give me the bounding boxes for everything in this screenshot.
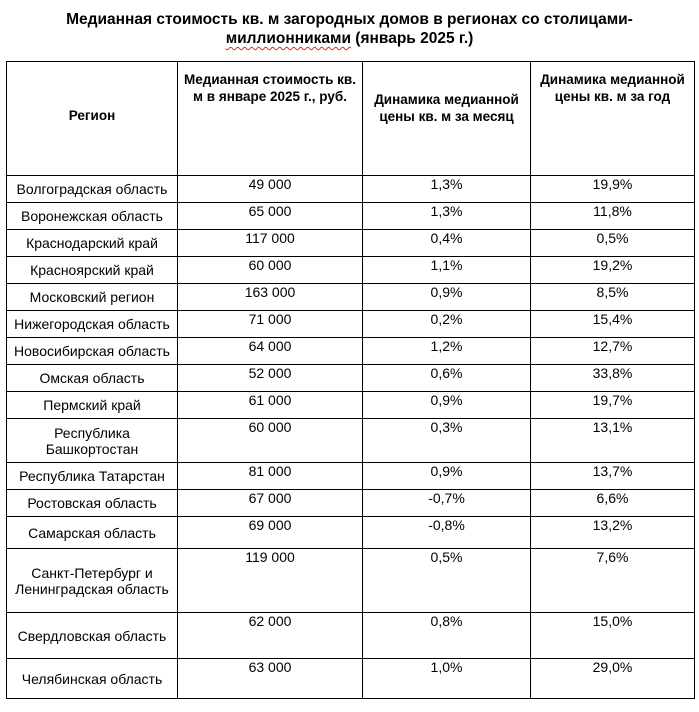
title-line-2 [0, 29, 699, 48]
cell-month-change: 0,2% [363, 311, 531, 338]
cell-price: 63 000 [178, 659, 363, 699]
cell-region: Краснодарский край [7, 230, 178, 257]
table-row [7, 419, 695, 463]
table-row [7, 257, 695, 284]
cell-year-change: 19,2% [531, 257, 695, 284]
table-row [7, 284, 695, 311]
cell-price: 49 000 [178, 176, 363, 203]
cell-month-change: 1,0% [363, 659, 531, 699]
cell-year-change: 13,1% [531, 419, 695, 463]
cell-price: 62 000 [178, 613, 363, 659]
cell-price: 61 000 [178, 392, 363, 419]
table-row [7, 549, 695, 613]
cell-month-change: 0,9% [363, 284, 531, 311]
cell-year-change: 12,7% [531, 338, 695, 365]
cell-month-change: 1,1% [363, 257, 531, 284]
table-row [7, 392, 695, 419]
cell-month-change: 0,4% [363, 230, 531, 257]
table-row [7, 176, 695, 203]
table-row [7, 230, 695, 257]
regions-price-table [6, 61, 695, 699]
cell-month-change: 1,3% [363, 203, 531, 230]
cell-region: Санкт-Петербург и Ленинградская область [7, 549, 178, 613]
cell-region: Волгоградская область [7, 176, 178, 203]
table-row [7, 463, 695, 490]
header-median-price: Медианная стоимость кв. м в январе 2025 г., руб. [178, 62, 363, 176]
cell-region: Нижегородская область [7, 311, 178, 338]
header-month-change: Динамика медианной цены кв. м за месяц [363, 62, 531, 176]
spellcheck-marked-word: миллионниками [225, 30, 351, 47]
table-row [7, 365, 695, 392]
header-year-change: Динамика медианной цены кв. м за год [531, 62, 695, 176]
cell-month-change: 1,2% [363, 338, 531, 365]
cell-month-change: 0,9% [363, 463, 531, 490]
cell-month-change: 1,3% [363, 176, 531, 203]
cell-year-change: 8,5% [531, 284, 695, 311]
table-row [7, 203, 695, 230]
cell-year-change: 19,7% [531, 392, 695, 419]
title-line-2-rest: (январь 2025 г.) [351, 30, 474, 47]
table-row [7, 311, 695, 338]
cell-month-change: 0,9% [363, 392, 531, 419]
cell-price: 67 000 [178, 490, 363, 517]
cell-year-change: 7,6% [531, 549, 695, 613]
cell-region: Новосибирская область [7, 338, 178, 365]
cell-region: Республика Башкортостан [7, 419, 178, 463]
cell-year-change: 19,9% [531, 176, 695, 203]
cell-year-change: 15,4% [531, 311, 695, 338]
cell-year-change: 13,7% [531, 463, 695, 490]
cell-price: 65 000 [178, 203, 363, 230]
cell-region: Республика Татарстан [7, 463, 178, 490]
page-title [0, 10, 699, 48]
cell-year-change: 13,2% [531, 517, 695, 549]
cell-region: Самарская область [7, 517, 178, 549]
cell-month-change: 0,8% [363, 613, 531, 659]
cell-price: 60 000 [178, 257, 363, 284]
table-row [7, 613, 695, 659]
cell-price: 119 000 [178, 549, 363, 613]
cell-price: 64 000 [178, 338, 363, 365]
cell-price: 81 000 [178, 463, 363, 490]
cell-region: Свердловская область [7, 613, 178, 659]
cell-region: Челябинская область [7, 659, 178, 699]
cell-price: 69 000 [178, 517, 363, 549]
cell-price: 163 000 [178, 284, 363, 311]
cell-year-change: 33,8% [531, 365, 695, 392]
cell-month-change: 0,5% [363, 549, 531, 613]
cell-price: 71 000 [178, 311, 363, 338]
cell-region: Омская область [7, 365, 178, 392]
cell-month-change: -0,7% [363, 490, 531, 517]
table-row [7, 490, 695, 517]
cell-price: 52 000 [178, 365, 363, 392]
cell-month-change: 0,6% [363, 365, 531, 392]
cell-year-change: 6,6% [531, 490, 695, 517]
cell-region: Ростовская область [7, 490, 178, 517]
table-row [7, 338, 695, 365]
cell-price: 117 000 [178, 230, 363, 257]
title-line-1: Медианная стоимость кв. м загородных домов в регионах со столицами- [66, 11, 633, 28]
table-row [7, 517, 695, 549]
header-region: Регион [7, 62, 178, 176]
cell-region: Пермский край [7, 392, 178, 419]
cell-year-change: 11,8% [531, 203, 695, 230]
table-body [7, 176, 695, 699]
cell-region: Воронежская область [7, 203, 178, 230]
table-row [7, 659, 695, 699]
cell-price: 60 000 [178, 419, 363, 463]
cell-year-change: 15,0% [531, 613, 695, 659]
cell-year-change: 0,5% [531, 230, 695, 257]
cell-region: Красноярский край [7, 257, 178, 284]
cell-month-change: 0,3% [363, 419, 531, 463]
table-header-row [7, 62, 695, 176]
cell-month-change: -0,8% [363, 517, 531, 549]
cell-year-change: 29,0% [531, 659, 695, 699]
cell-region: Московский регион [7, 284, 178, 311]
